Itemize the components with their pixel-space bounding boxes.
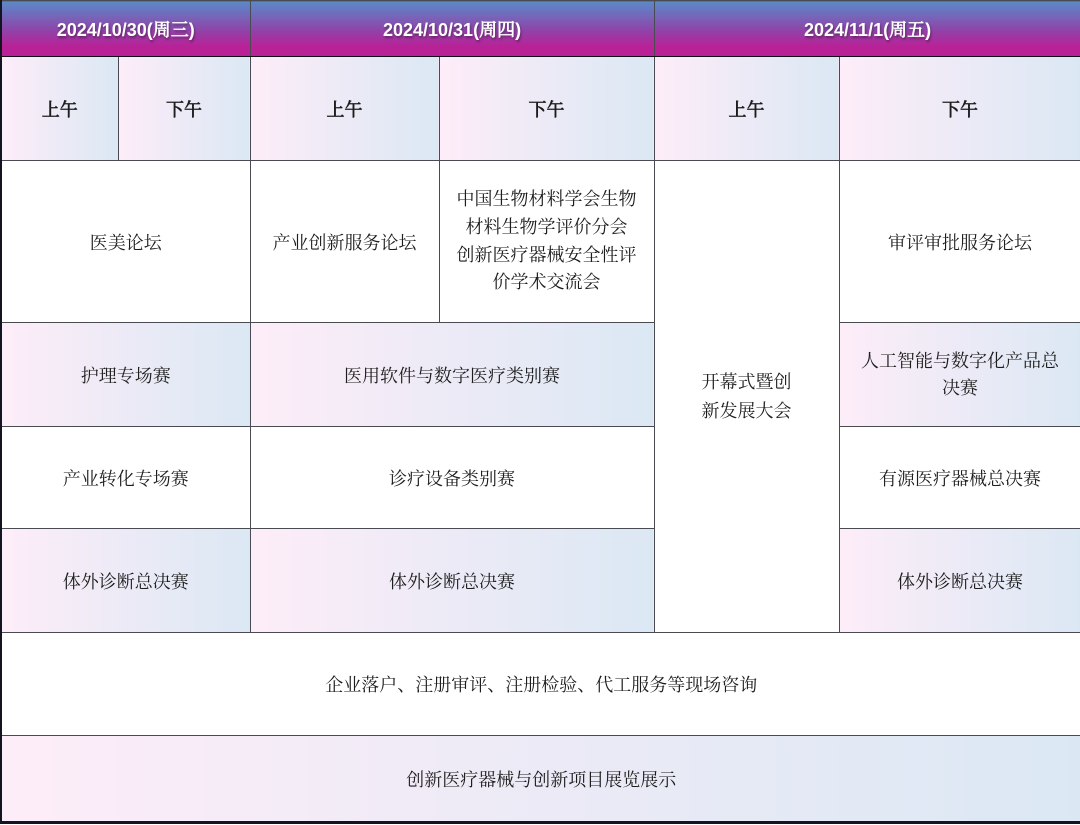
session-day3-final3: 体外诊断总决赛 xyxy=(839,529,1080,633)
session-day2-pm-forum xyxy=(439,161,654,323)
session-day2-contest1: 医用软件与数字医疗类别赛 xyxy=(250,323,654,427)
contest-row-2 xyxy=(1,427,1080,529)
ampm-row xyxy=(1,57,1080,161)
consulting-row xyxy=(1,633,1080,736)
final-row xyxy=(1,529,1080,633)
date-header-day2: 2024/10/31(周四) xyxy=(250,1,654,57)
session-day3-pm-forum: 审评审批服务论坛 xyxy=(839,161,1080,323)
forum-row xyxy=(1,161,1080,323)
ampm-cell-day2-pm: 下午 xyxy=(439,57,654,161)
ampm-cell-day1-pm: 下午 xyxy=(118,57,250,161)
session-day1-final: 体外诊断总决赛 xyxy=(1,529,250,633)
session-day2-final: 体外诊断总决赛 xyxy=(250,529,654,633)
session-day3-opening-ceremony: 开幕式暨创新发展大会 xyxy=(654,161,839,633)
ampm-cell-day3-pm: 下午 xyxy=(839,57,1080,161)
session-day2-pm-forum-line2: 创新医疗器械安全性评价学术交流会 xyxy=(456,244,637,293)
session-consulting: 企业落户、注册审评、注册检验、代工服务等现场咨询 xyxy=(1,633,1080,736)
session-day3-final1: 人工智能与数字化产品总决赛 xyxy=(839,323,1080,427)
session-day2-am-forum: 产业创新服务论坛 xyxy=(250,161,439,323)
session-day2-pm-forum-line1: 中国生物材料学会生物材料生物学评价分会 xyxy=(456,188,637,237)
session-day1-contest1: 护理专场赛 xyxy=(1,323,250,427)
date-header-day3: 2024/11/1(周五) xyxy=(654,1,1080,57)
session-exhibition: 创新医疗器械与创新项目展览展示 xyxy=(1,736,1080,823)
date-header-row xyxy=(1,1,1080,57)
session-day1-forum: 医美论坛 xyxy=(1,161,250,323)
exhibition-row xyxy=(1,736,1080,823)
contest-row-1 xyxy=(1,323,1080,427)
ampm-cell-day1-am: 上午 xyxy=(1,57,118,161)
ampm-cell-day2-am: 上午 xyxy=(250,57,439,161)
date-header-day1: 2024/10/30(周三) xyxy=(1,1,250,57)
session-day1-contest2: 产业转化专场赛 xyxy=(1,427,250,529)
session-day2-contest2: 诊疗设备类别赛 xyxy=(250,427,654,529)
session-day3-final2: 有源医疗器械总决赛 xyxy=(839,427,1080,529)
ampm-cell-day3-am: 上午 xyxy=(654,57,839,161)
